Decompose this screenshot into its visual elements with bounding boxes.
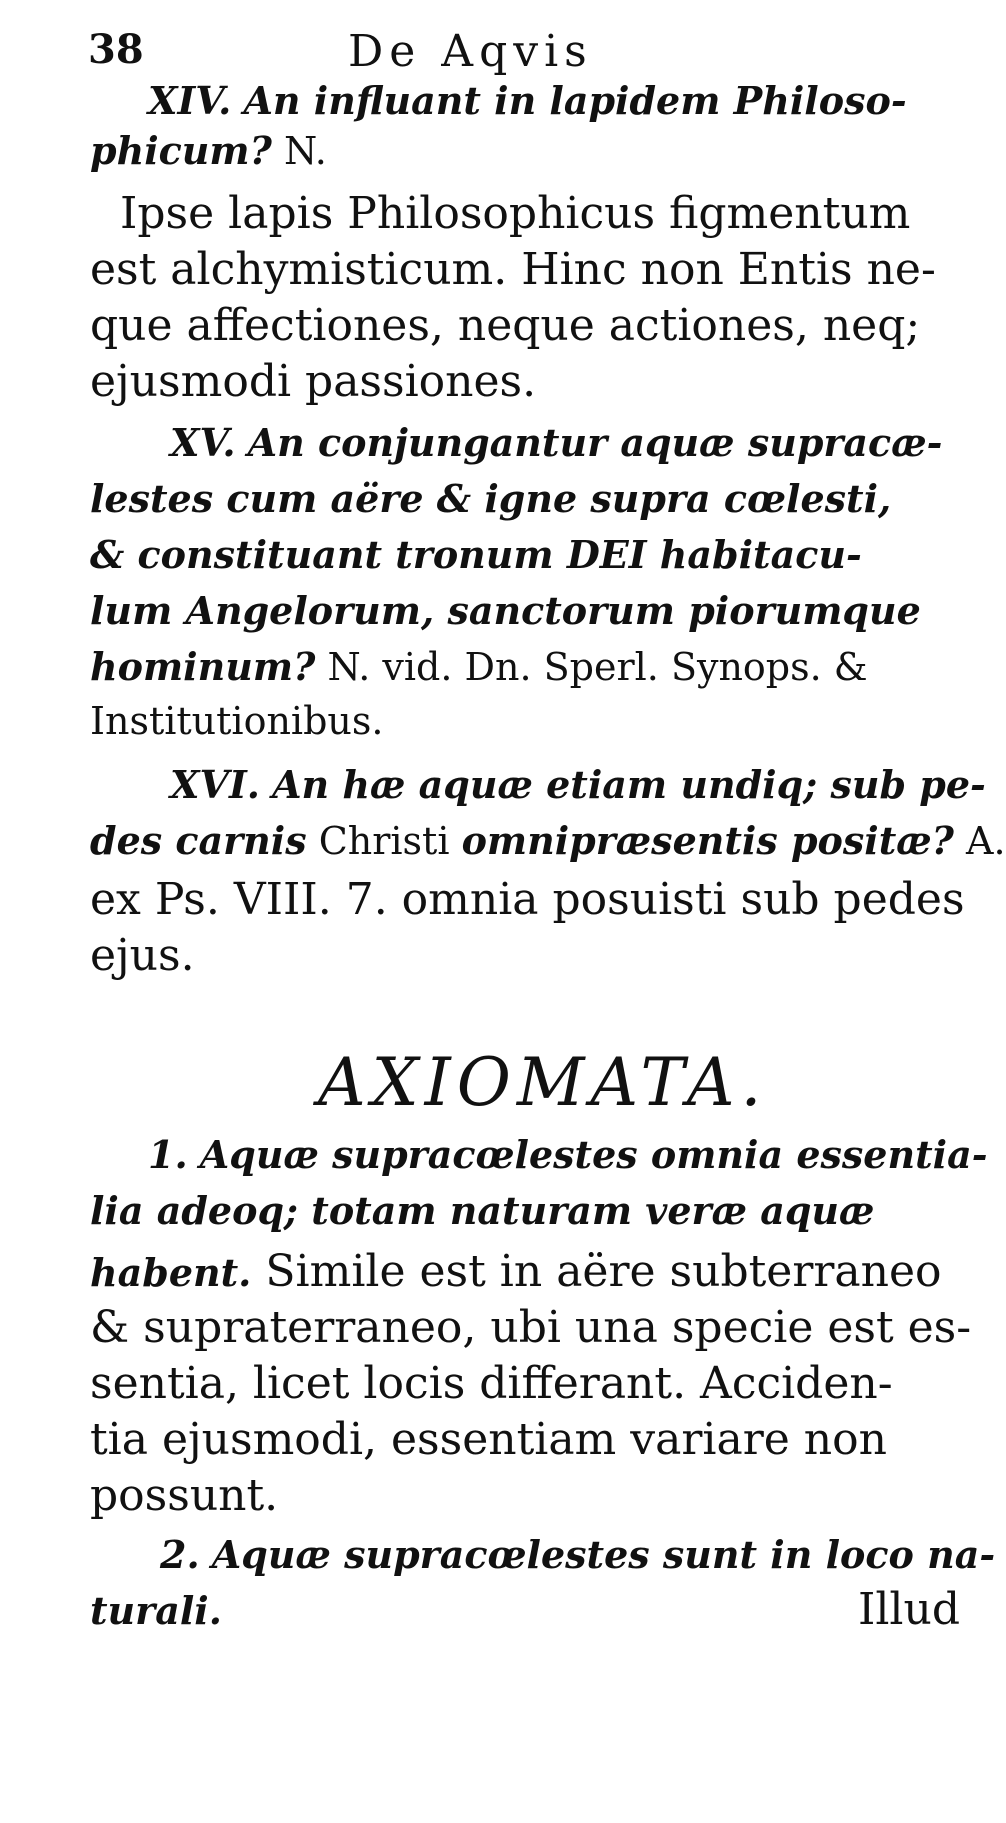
question-14-label: XIV. bbox=[148, 78, 232, 123]
page-number: 38 bbox=[88, 26, 144, 73]
axiom-2-text-1: Aquæ supracœlestes sunt in loco na- bbox=[211, 1532, 996, 1577]
axiom-1-line-5: sentia, licet locis differant. Acciden- bbox=[90, 1358, 893, 1409]
question-16-label: XVI. bbox=[170, 762, 260, 807]
axiom-1-text-1: Aquæ supracœlestes omnia essentia- bbox=[199, 1132, 988, 1177]
catchword: Illud bbox=[857, 1584, 960, 1635]
question-15-line-6: Institutionibus. bbox=[90, 699, 384, 743]
question-16-text-2c: omnipræsentis positæ? bbox=[461, 818, 954, 863]
question-14-line-1 bbox=[148, 78, 907, 123]
question-15-line-1 bbox=[170, 420, 943, 465]
paragraph-1-line-4: ejusmodi passiones. bbox=[90, 356, 537, 407]
question-16-text-2a: des carnis bbox=[90, 818, 307, 863]
axiom-2-line-2: turali. bbox=[90, 1588, 222, 1633]
question-15-text-1: An conjungantur aquæ supracæ- bbox=[247, 420, 943, 465]
axiom-1-text-3b: Simile est in aëre subterraneo bbox=[251, 1246, 942, 1297]
axiom-2-line-1 bbox=[160, 1532, 996, 1577]
question-14-text: An influant in lapidem Philoso- bbox=[243, 78, 907, 123]
section-title: AXIOMATA. bbox=[318, 1044, 768, 1121]
question-14-line-2 bbox=[90, 128, 327, 173]
question-16-answer: A. bbox=[953, 819, 1006, 863]
question-15-line-5 bbox=[90, 644, 868, 689]
axiom-1-line-1 bbox=[148, 1132, 988, 1177]
question-16-line-1 bbox=[170, 762, 986, 807]
axiom-1-text-3a: habent. bbox=[90, 1250, 252, 1295]
question-15-reference: N. vid. Dn. Sperl. Synops. & bbox=[315, 645, 868, 689]
paragraph-1-line-3: que affectiones, neque actiones, neq; bbox=[90, 300, 921, 351]
axiom-1-line-2: lia adeoq; totam naturam veræ aquæ bbox=[90, 1188, 875, 1233]
axiom-2-number: 2. bbox=[160, 1532, 200, 1577]
question-15-text-5: hominum? bbox=[90, 644, 316, 689]
question-16-text-2b: Christi bbox=[306, 819, 462, 863]
question-14-answer: N. bbox=[271, 129, 327, 173]
axiom-1-line-3 bbox=[90, 1246, 942, 1297]
question-16-line-2 bbox=[90, 818, 1006, 863]
question-14-text-cont: phicum? bbox=[90, 128, 272, 173]
question-16-text-1: An hæ aquæ etiam undiq; sub pe- bbox=[272, 762, 986, 807]
axiom-1-number: 1. bbox=[148, 1132, 188, 1177]
question-15-line-2: lestes cum aëre & igne supra cœlesti, bbox=[90, 476, 892, 521]
question-16-line-4: ejus. bbox=[90, 930, 195, 981]
question-15-label: XV. bbox=[170, 420, 236, 465]
axiom-1-line-6: tia ejusmodi, essentiam variare non bbox=[90, 1414, 887, 1465]
question-15-line-3: & constituant tronum DEI habitacu- bbox=[90, 532, 862, 577]
question-16-line-3: ex Ps. VIII. 7. omnia posuisti sub pedes bbox=[90, 874, 965, 925]
axiom-1-line-7: possunt. bbox=[90, 1470, 279, 1521]
question-15-line-4: lum Angelorum, sanctorum piorumque bbox=[90, 588, 921, 633]
running-title: De Aqvis bbox=[348, 26, 593, 77]
paragraph-1-line-2: est alchymisticum. Hinc non Entis ne- bbox=[90, 244, 936, 295]
paragraph-1-line-1: Ipse lapis Philosophicus figmentum bbox=[120, 188, 911, 239]
axiom-1-line-4: & supraterraneo, ubi una specie est es- bbox=[90, 1302, 972, 1353]
